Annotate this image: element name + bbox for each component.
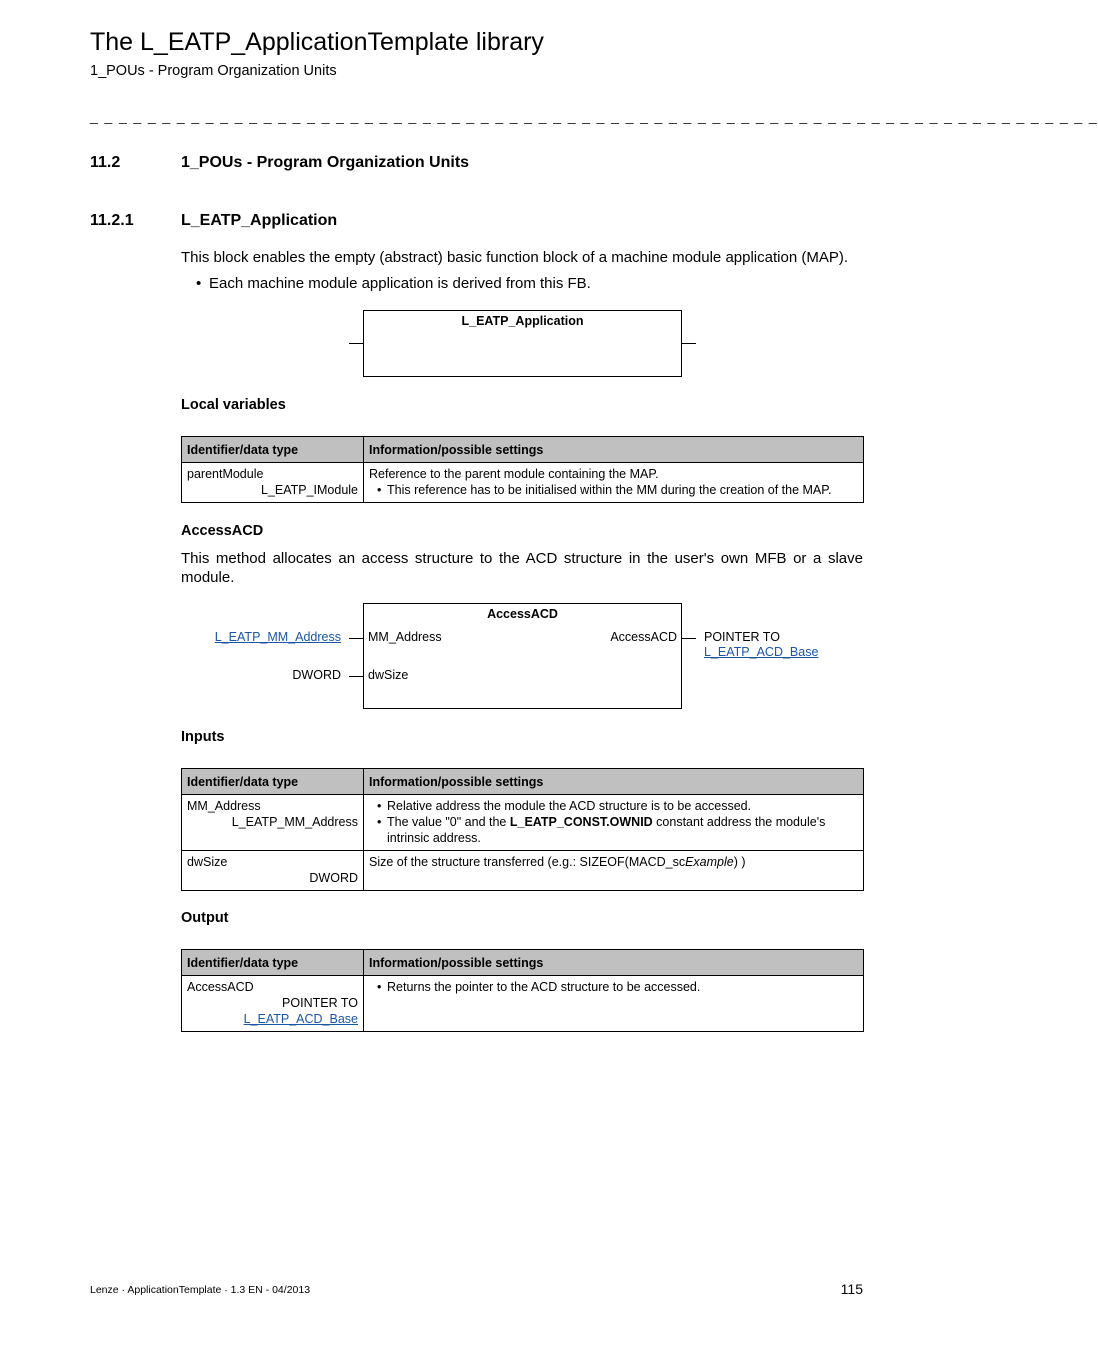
identifier-name: AccessACD xyxy=(187,980,254,994)
fb2-in2-stub xyxy=(349,676,363,677)
page-number: 115 xyxy=(840,1281,863,1297)
info-bullet: • This reference has to be initialised within the MM during the creation of the MAP. xyxy=(377,483,832,497)
table-row xyxy=(182,463,864,503)
info-cell xyxy=(364,976,864,1032)
info-bullet-text: This reference has to be initialised within the MM during the creation of the MAP. xyxy=(387,483,832,497)
info-bullet: • Returns the pointer to the ACD structure to be accessed. xyxy=(377,980,701,994)
table-header-row xyxy=(182,437,864,463)
info-bullet-text: constant address the module's xyxy=(652,815,826,829)
footer-text: Lenze · ApplicationTemplate · 1.3 EN - 04/2013 xyxy=(90,1284,311,1296)
identifier-cell xyxy=(182,463,364,503)
identifier-name: dwSize xyxy=(187,855,228,869)
fb2-in1-type[interactable] xyxy=(215,630,341,644)
info-text: Size of the structure transferred (e.g.: SIZEOF(MACD_sc xyxy=(369,855,686,869)
page-title: The L_EATP_ApplicationTemplate library xyxy=(90,28,544,56)
table-row xyxy=(182,851,864,891)
fb2-out1-type xyxy=(704,630,818,660)
identifier-name: parentModule xyxy=(187,467,264,481)
identifier-cell xyxy=(182,851,364,891)
info-bullet-text: intrinsic address. xyxy=(387,831,481,845)
fb1-title: L_EATP_Application xyxy=(461,314,584,328)
local-variables-table xyxy=(181,436,864,503)
fb2-in2-name: dwSize xyxy=(368,668,409,682)
info-cell xyxy=(364,463,864,503)
output-heading: Output xyxy=(181,910,229,926)
table-row xyxy=(182,976,864,1032)
identifier-type: DWORD xyxy=(309,871,358,885)
fb2-in1-stub xyxy=(349,638,363,639)
accessacd-description: This method allocates an access structure to the ACD structure in the user's own MFB or a slave module. xyxy=(181,550,863,586)
intro-bullet-text: Each machine module application is derived from this FB. xyxy=(209,275,591,292)
fb2-out1-type-link[interactable]: L_EATP_ACD_Base xyxy=(704,645,819,659)
col-header-identifier: Identifier/data type xyxy=(182,437,364,463)
subsection-title: L_EATP_Application xyxy=(181,212,338,229)
identifier-type-link[interactable]: L_EATP_ACD_Base xyxy=(243,1012,358,1026)
fb2-in1-type-link[interactable]: L_EATP_MM_Address xyxy=(214,630,341,644)
table-header-row xyxy=(182,950,864,976)
identifier-cell xyxy=(182,795,364,851)
col-header-info: Information/possible settings xyxy=(364,769,864,795)
table-row xyxy=(182,795,864,851)
fb1-right-stub xyxy=(682,343,696,344)
fb2-out1-name: AccessACD xyxy=(610,630,677,644)
info-bullet: • Relative address the module the ACD structure is to be accessed. xyxy=(377,799,752,813)
local-variables-heading: Local variables xyxy=(181,397,286,413)
identifier-type: L_EATP_IModule xyxy=(260,483,358,497)
header-divider: _ _ _ _ _ _ _ _ _ _ _ _ _ _ _ _ _ _ _ _ _ _ _ _ _ _ _ _ _ _ _ _ _ _ _ _ _ _ _ _ _ _ _ _ _ _ _ _ _ _ _ _ _ _ _ _ _ _ _ _ _ _ _ _ _ _ _ _ _ _ xyxy=(90,108,1098,124)
fb2-out1-stub xyxy=(682,638,696,639)
fb2-block xyxy=(363,603,682,709)
col-header-identifier: Identifier/data type xyxy=(182,950,364,976)
intro-bullet: • Each machine module application is derived from this FB. xyxy=(196,275,591,292)
info-bullet-continuation xyxy=(369,830,858,846)
info-bullet-text: The value "0" and the xyxy=(387,815,510,829)
info-bullet: • The value "0" and the L_EATP_CONST.OWNID constant address the module's xyxy=(377,815,826,829)
col-header-info: Information/possible settings xyxy=(364,950,864,976)
fb2-in2-type: DWORD xyxy=(292,668,341,682)
info-cell xyxy=(364,795,864,851)
col-header-identifier: Identifier/data type xyxy=(182,769,364,795)
info-text-italic: Example xyxy=(685,855,734,869)
info-bullet-text: Returns the pointer to the ACD structure to be accessed. xyxy=(387,980,701,994)
intro-paragraph: This block enables the empty (abstract) basic function block of a machine module application (MAP). xyxy=(181,249,848,266)
output-table xyxy=(181,949,864,1032)
identifier-cell xyxy=(182,976,364,1032)
info-text: ) ) xyxy=(733,855,746,869)
const-ownid: L_EATP_CONST.OWNID xyxy=(509,815,653,829)
fb2-title: AccessACD xyxy=(487,607,558,621)
fb2-out1-type-prefix: POINTER TO xyxy=(704,630,780,644)
identifier-type-link-wrap xyxy=(187,1011,358,1027)
fb2-in1-name: MM_Address xyxy=(368,630,442,644)
info-cell xyxy=(364,851,864,891)
fb1-left-stub xyxy=(349,343,363,344)
identifier-type: L_EATP_MM_Address xyxy=(231,815,358,829)
inputs-heading: Inputs xyxy=(181,729,225,745)
identifier-name: MM_Address xyxy=(187,799,261,813)
section-number: 11.2 xyxy=(90,154,121,171)
page-subtitle: 1_POUs - Program Organization Units xyxy=(90,63,337,79)
accessacd-heading: AccessACD xyxy=(181,523,264,539)
info-text: Reference to the parent module containing the MAP. xyxy=(369,467,659,481)
subsection-number: 11.2.1 xyxy=(90,212,134,229)
fb1-block xyxy=(363,310,682,377)
section-title: 1_POUs - Program Organization Units xyxy=(181,154,470,171)
identifier-type-prefix: POINTER TO xyxy=(282,996,358,1010)
info-bullet-text: Relative address the module the ACD structure is to be accessed. xyxy=(387,799,752,813)
col-header-info: Information/possible settings xyxy=(364,437,864,463)
table-header-row xyxy=(182,769,864,795)
inputs-table xyxy=(181,768,864,891)
